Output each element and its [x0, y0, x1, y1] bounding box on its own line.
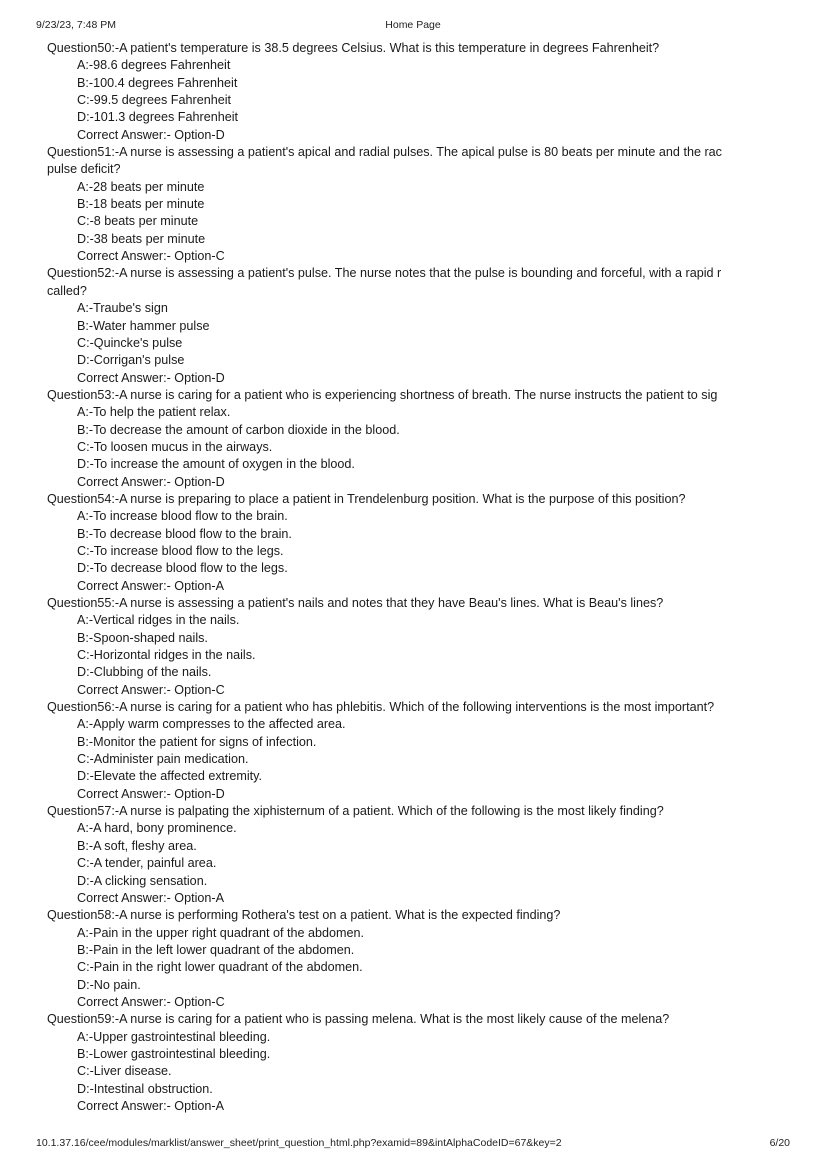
page-title: Home Page — [385, 19, 441, 31]
question-block — [47, 40, 788, 144]
option-b: B:-100.4 degrees Fahrenheit — [77, 75, 238, 90]
page-number: 6/20 — [769, 1137, 790, 1149]
correct-answer: Correct Answer:- Option-D — [77, 474, 225, 489]
correct-answer: Correct Answer:- Option-A — [77, 1098, 224, 1113]
correct-answer: Correct Answer:- Option-C — [77, 994, 225, 1009]
correct-answer: Correct Answer:- Option-D — [77, 370, 225, 385]
print-header — [36, 19, 790, 33]
option-a: A:-Vertical ridges in the nails. — [77, 613, 240, 628]
option-a: A:-Traube's sign — [77, 301, 168, 316]
question-text: Question59:-A nurse is caring for a patient who is passing melena. What is the most likely cause of the melena? — [47, 1012, 670, 1027]
question-block — [47, 699, 788, 803]
option-a: A:-Upper gastrointestinal bleeding. — [77, 1029, 271, 1044]
correct-answer: Correct Answer:- Option-C — [77, 249, 225, 264]
option-b: B:-To decrease the amount of carbon dioxide in the blood. — [77, 422, 400, 437]
option-a: A:-Apply warm compresses to the affected area. — [77, 717, 346, 732]
question-text — [47, 265, 788, 300]
option-a: A:-Pain in the upper right quadrant of the abdomen. — [77, 925, 365, 940]
option-b: B:-A soft, fleshy area. — [77, 838, 197, 853]
correct-answer: Correct Answer:- Option-C — [77, 682, 225, 697]
correct-answer: Correct Answer:- Option-A — [77, 890, 224, 905]
option-d: D:-38 beats per minute — [77, 231, 206, 246]
question-block — [47, 491, 788, 595]
correct-answer: Correct Answer:- Option-D — [77, 786, 225, 801]
question-text: Question57:-A nurse is palpating the xiphisternum of a patient. Which of the following is the most likely finding? — [47, 804, 664, 819]
option-b: B:-Pain in the left lower quadrant of the abdomen. — [77, 942, 355, 957]
option-c: C:-Horizontal ridges in the nails. — [77, 648, 256, 663]
option-c: C:-8 beats per minute — [77, 214, 199, 229]
option-d: D:-No pain. — [77, 977, 141, 992]
question-text: Question54:-A nurse is preparing to place a patient in Trendelenburg position. What is the purpose of this position? — [47, 491, 686, 506]
print-footer — [36, 1137, 790, 1151]
correct-answer: Correct Answer:- Option-A — [77, 578, 224, 593]
question-block — [47, 265, 788, 386]
option-c: C:-A tender, painful area. — [77, 856, 217, 871]
question-text-line-1: Question51:-A nurse is assessing a patient's apical and radial pulses. The apical pulse is 80 beats per minute and the rac — [47, 145, 722, 160]
option-c: C:-Liver disease. — [77, 1064, 172, 1079]
option-b: B:-18 beats per minute — [77, 197, 205, 212]
option-d: D:-Corrigan's pulse — [77, 353, 185, 368]
option-d: D:-A clicking sensation. — [77, 873, 208, 888]
question-block — [47, 144, 788, 265]
question-block — [47, 907, 788, 1011]
question-text-line-1: Question52:-A nurse is assessing a patient's pulse. The nurse notes that the pulse is bounding and forceful, with a rapid r — [47, 266, 722, 281]
option-a: A:-To help the patient relax. — [77, 405, 231, 420]
option-a: A:-98.6 degrees Fahrenheit — [77, 58, 231, 73]
option-d: D:-Clubbing of the nails. — [77, 665, 212, 680]
option-c: C:-99.5 degrees Fahrenheit — [77, 93, 232, 108]
option-a: A:-To increase blood flow to the brain. — [77, 509, 288, 524]
question-text: Question55:-A nurse is assessing a patient's nails and notes that they have Beau's lines. What is Beau's lines? — [47, 596, 664, 610]
question-block — [47, 595, 788, 699]
question-block — [47, 803, 788, 907]
correct-answer: Correct Answer:- Option-D — [77, 127, 225, 142]
option-a: A:-A hard, bony prominence. — [77, 821, 237, 836]
option-b: B:-Monitor the patient for signs of infection. — [77, 734, 317, 749]
question-list — [47, 40, 788, 1115]
option-d: D:-101.3 degrees Fahrenheit — [77, 110, 239, 125]
question-block — [47, 1011, 788, 1115]
option-d: D:-Elevate the affected extremity. — [77, 769, 263, 784]
question-text-line-2: pulse deficit? — [47, 162, 121, 177]
page-url: 10.1.37.16/cee/modules/marklist/answer_sheet/print_question_html.php?examid=89&intAlphaCodeID=67&key=2 — [36, 1137, 562, 1149]
question-block — [47, 387, 788, 491]
option-a: A:-28 beats per minute — [77, 179, 205, 194]
option-c: C:-To increase blood flow to the legs. — [77, 543, 284, 558]
option-d: D:-To decrease blood flow to the legs. — [77, 561, 288, 576]
option-c: C:-Administer pain medication. — [77, 752, 249, 767]
question-text-line-2: called? — [47, 283, 87, 298]
option-d: D:-To increase the amount of oxygen in the blood. — [77, 457, 355, 472]
question-text: Question53:-A nurse is caring for a patient who is experiencing shortness of breath. The nurse instructs the patient to sig — [47, 387, 718, 402]
option-d: D:-Intestinal obstruction. — [77, 1081, 213, 1096]
option-b: B:-To decrease blood flow to the brain. — [77, 526, 292, 541]
question-text: Question58:-A nurse is performing Rothera's test on a patient. What is the expected finding? — [47, 908, 561, 923]
option-b: B:-Lower gastrointestinal bleeding. — [77, 1046, 271, 1061]
question-text: Question56:-A nurse is caring for a patient who has phlebitis. Which of the following interventions is the most important? — [47, 700, 715, 715]
option-b: B:-Spoon-shaped nails. — [77, 630, 208, 645]
option-c: C:-Pain in the right lower quadrant of the abdomen. — [77, 960, 363, 975]
option-c: C:-To loosen mucus in the airways. — [77, 439, 273, 454]
option-b: B:-Water hammer pulse — [77, 318, 210, 333]
print-timestamp: 9/23/23, 7:48 PM — [36, 19, 116, 31]
question-text: Question50:-A patient's temperature is 38.5 degrees Celsius. What is this temperature in degrees Fahrenheit? — [47, 41, 660, 55]
question-text — [47, 144, 788, 179]
option-c: C:-Quincke's pulse — [77, 335, 183, 350]
